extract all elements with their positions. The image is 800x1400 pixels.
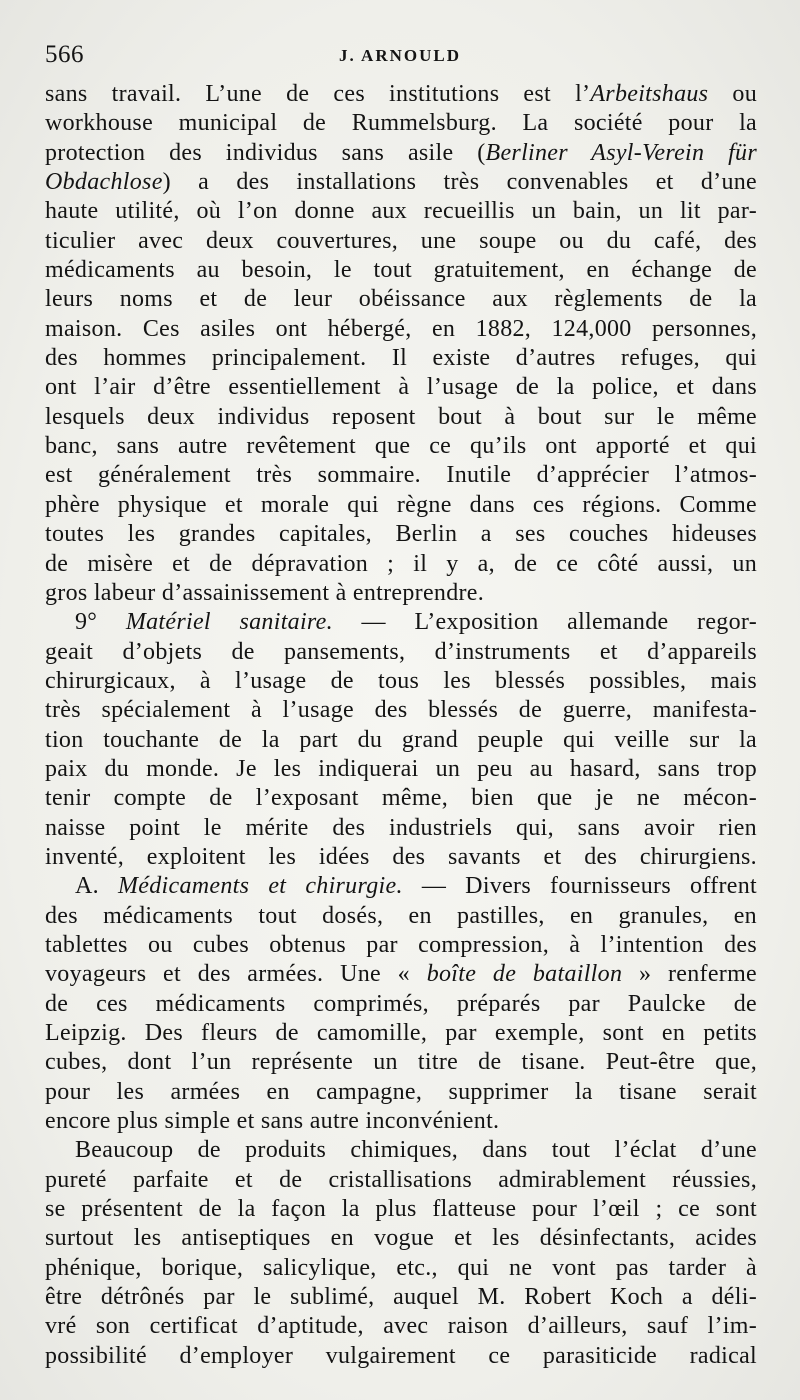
text-segment: phère physique et morale qui règne dans ces régions. Comme: [45, 491, 757, 518]
text-segment: workhouse municipal de Rummelsburg. La société pour la: [45, 110, 757, 137]
text-segment: 9°: [75, 609, 126, 636]
text-segment: très spécialement à l’usage des blessés de guerre, manifesta-: [45, 697, 757, 724]
text-line: [45, 784, 757, 813]
text-segment: protection des individus sans asile (: [45, 139, 486, 166]
text-segment: — Divers fournisseurs offrent: [402, 873, 757, 900]
text-segment: » renferme: [622, 961, 757, 988]
paragraph: [45, 608, 757, 872]
text-segment: leurs noms et de leur obéissance aux règlements de la: [45, 286, 757, 313]
text-segment: vré son certificat d’aptitude, avec raison d’ailleurs, sauf l’im-: [45, 1313, 757, 1340]
text-line: [45, 315, 757, 344]
text-segment: cubes, dont l’un représente un titre de tisane. Peut-être que,: [45, 1049, 757, 1076]
text-line: [45, 1107, 757, 1136]
text-line: [45, 667, 757, 696]
italic-text-segment: Arbeitshaus: [590, 81, 709, 107]
text-segment: ) a des installations très convenables et d’une: [162, 169, 757, 196]
text-segment: haute utilité, où l’on donne aux recueillis un bain, un lit par-: [45, 198, 757, 225]
text-segment: pureté parfaite et de cristallisations admirablement réussies,: [45, 1166, 757, 1193]
text-line: [45, 579, 757, 608]
text-line: [45, 520, 757, 549]
text-segment: de ces médicaments comprimés, préparés par Paulcke de: [45, 990, 757, 1017]
paragraph: [45, 1136, 757, 1371]
text-segment: ont l’air d’être essentiellement à l’usage de la police, et dans: [45, 374, 757, 401]
text-line: [45, 1254, 757, 1283]
text-segment: inventé, exploitent les idées des savants et des chirurgiens.: [45, 843, 757, 870]
text-line: [45, 902, 757, 931]
text-segment: phénique, borique, salicylique, etc., qui ne vont pas tarder à: [45, 1254, 757, 1281]
text-segment: paix du monde. Je les indiquerai un peu au hasard, sans trop: [45, 755, 757, 782]
italic-text-segment: Berliner Asyl-Verein für: [485, 139, 757, 166]
text-line: [45, 1078, 757, 1107]
text-segment: ou: [708, 81, 757, 107]
text-line: [45, 80, 757, 109]
text-segment: est généralement très sommaire. Inutile d’apprécier l’atmos-: [45, 462, 757, 489]
text-segment: Leipzig. Des fleurs de camomille, par exemple, sont en petits: [45, 1020, 757, 1046]
italic-text-segment: Obdachlose: [45, 169, 163, 196]
text-segment: sans travail. L’une de ces institutions est l’: [45, 81, 591, 107]
text-line: [45, 1166, 757, 1195]
text-line: [45, 403, 757, 432]
text-line: [45, 931, 757, 960]
text-segment: de misère et de dépravation ; il y a, de ce côté aussi, un: [45, 550, 757, 577]
text-segment: tion touchante de la part du grand peuple qui veille sur la: [45, 726, 757, 753]
page-number: 566: [45, 41, 84, 68]
text-segment: se présentent de la façon la plus flatteuse pour l’œil ; ce sont: [45, 1196, 757, 1223]
text-segment: — L’exposition allemande regor-: [332, 609, 757, 636]
text-line: [45, 168, 757, 197]
text-segment: tablettes ou cubes obtenus par compression, à l’intention des: [45, 931, 757, 958]
text-segment: tenir compte de l’exposant même, bien que je ne mécon-: [45, 785, 757, 812]
text-line: [45, 843, 757, 872]
italic-text-segment: Matériel sanitaire.: [125, 609, 333, 636]
text-line: [45, 696, 757, 725]
text-line: [45, 139, 757, 168]
text-line: [45, 638, 757, 667]
text-line: [45, 608, 757, 637]
text-segment: des médicaments tout dosés, en pastilles, en granules, en: [45, 902, 757, 929]
text-line: [45, 755, 757, 784]
text-line: [45, 550, 757, 579]
text-segment: toutes les grandes capitales, Berlin a ses couches hideuses: [45, 521, 757, 548]
text-segment: être détrônés par le sublimé, auquel M. Robert Koch a déli-: [45, 1284, 757, 1311]
text-line: [45, 872, 757, 901]
text-segment: lesquels deux individus reposent bout à bout sur le même: [45, 403, 757, 430]
text-line: [45, 1283, 757, 1312]
running-head: J. ARNOULD: [338, 46, 461, 65]
text-line: [45, 1048, 757, 1077]
text-segment: possibilité d’employer vulgairement ce parasiticide radical: [45, 1342, 757, 1369]
text-line: [45, 461, 757, 490]
text-segment: pour les armées en campagne, supprimer la tisane serait: [45, 1078, 757, 1105]
text-line: [45, 726, 757, 755]
text-line: [45, 1019, 757, 1048]
text-segment: surtout les antiseptiques en vogue et les désinfectants, acides: [45, 1225, 757, 1252]
text-line: [45, 256, 757, 285]
text-line: [45, 1312, 757, 1341]
text-segment: banc, sans autre revêtement que ce qu’ils ont apporté et qui: [45, 433, 757, 460]
italic-text-segment: boîte de bataillon: [426, 961, 623, 988]
text-segment: des hommes principalement. Il existe d’autres refuges, qui: [45, 345, 757, 372]
text-line: [45, 285, 757, 314]
text-line: [45, 227, 757, 256]
text-segment: voyageurs et des armées. Une «: [45, 961, 427, 988]
text-line: [45, 432, 757, 461]
text-line: [45, 197, 757, 226]
text-segment: Beaucoup de produits chimiques, dans tout l’éclat d’une: [75, 1137, 757, 1164]
text-line: [45, 373, 757, 402]
paragraph: [45, 872, 757, 1136]
text-segment: médicaments au besoin, le tout gratuitement, en échange de: [45, 257, 757, 284]
text-line: [45, 990, 757, 1019]
text-line: [45, 109, 757, 138]
text-segment: encore plus simple et sans autre inconvénient.: [45, 1108, 500, 1135]
text-segment: maison. Ces asiles ont hébergé, en 1882, 124,000 personnes,: [45, 315, 757, 342]
text-line: [45, 960, 757, 989]
text-segment: chirurgicaux, à l’usage de tous les blessés possibles, mais: [45, 667, 757, 694]
text-line: [45, 1136, 757, 1165]
text-line: [45, 344, 757, 373]
text-segment: A.: [75, 873, 118, 900]
text-line: [45, 491, 757, 520]
text-line: [45, 1224, 757, 1253]
text-line: [45, 814, 757, 843]
body-text: [45, 80, 757, 1371]
text-line: [45, 1342, 757, 1371]
text-segment: gros labeur d’assainissement à entreprendre.: [45, 579, 485, 606]
text-segment: geait d’objets de pansements, d’instruments et d’appareils: [45, 638, 757, 665]
text-segment: naisse point le mérite des industriels qui, sans avoir rien: [45, 814, 757, 841]
text-line: [45, 1195, 757, 1224]
italic-text-segment: Médicaments et chirurgie.: [118, 873, 403, 900]
text-segment: ticulier avec deux couvertures, une soupe ou du café, des: [45, 227, 757, 254]
paragraph: [45, 80, 757, 608]
